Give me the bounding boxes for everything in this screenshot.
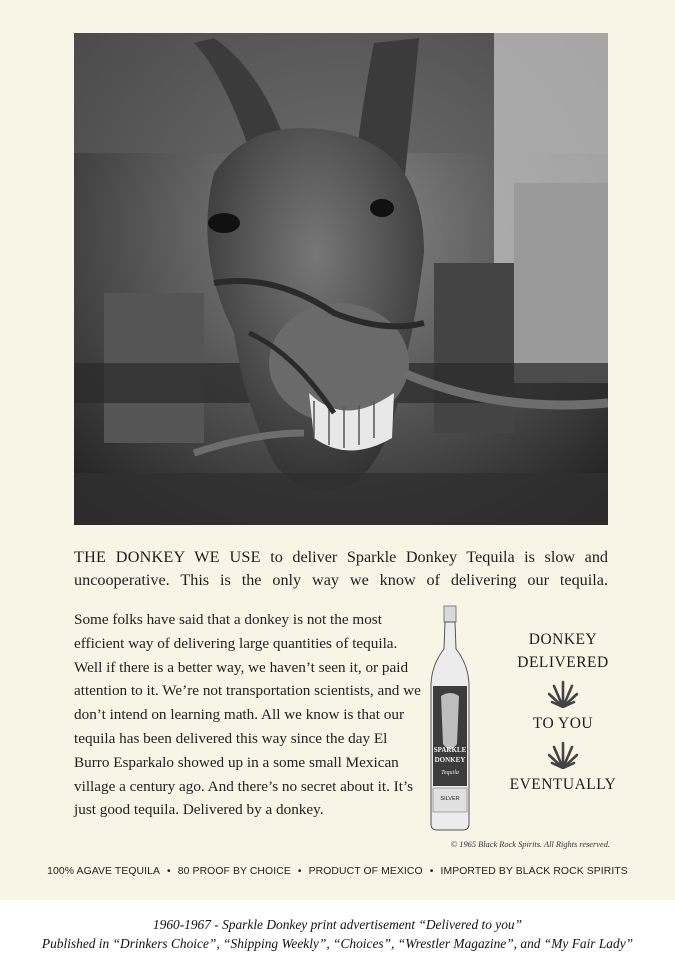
headline-rest: to deliver Sparkle Donkey Tequila is slow and uncooperative. This is the only way we know of delivering our tequila. <box>74 548 609 589</box>
bullet-icon: • <box>297 866 302 877</box>
body-copy: Some folks have said that a donkey is not the most efficient way of delivering large quantities of tequila. Well if there is a better way, we haven’t seen it, or paid attention to it. We’re not transportation scientists, and we don’t intend on learning math. All we know is that our tequila has been delivered this way since the day El Burro Esparkalo showed up in a some small Mexican village a century ago. And there’s no secret about it. It’s just good tequila. Delivered by a donkey. <box>74 611 421 819</box>
tagline-donkey: DONKEY <box>528 631 598 648</box>
bottle-brand-line1: SPARKLE <box>433 746 467 754</box>
tagline-eventually: EVENTUALLY <box>509 776 617 793</box>
agave-icon <box>548 680 578 708</box>
bullet-icon: • <box>167 866 171 877</box>
caption-line1: 1960-1967 - Sparkle Donkey print advertisement “Delivered to you” <box>152 917 523 932</box>
footer-item: IMPORTED BY BLACK ROCK SPIRITS <box>440 866 628 877</box>
donkey-photo <box>74 33 608 525</box>
bottle-variant: SILVER <box>440 796 460 802</box>
bullet-icon: • <box>429 866 434 877</box>
headline-lead: THE DONKEY WE USE <box>74 548 261 566</box>
footer-item: 100% AGAVE TEQUILA <box>47 866 161 877</box>
tagline <box>500 628 626 796</box>
caption <box>0 915 675 953</box>
bottle-brand-line2: DONKEY <box>434 756 466 764</box>
caption-line2: Published in “Drinkers Choice”, “Shipping Weekly”, “Choices”, “Wrestler Magazine”, and “My Fair Lady” <box>41 936 634 951</box>
copyright-notice: © 1965 Black Rock Spirits. All Rights reserved. <box>450 840 610 849</box>
bottle-product: Tequila <box>441 770 459 776</box>
tequila-bottle <box>428 604 472 832</box>
footer-item: 80 PROOF BY CHOICE <box>177 866 291 877</box>
footer-strip <box>0 866 675 877</box>
footer-item: PRODUCT OF MEXICO <box>308 866 423 877</box>
agave-icon <box>548 741 578 769</box>
tagline-delivered: DELIVERED <box>517 654 609 671</box>
tagline-to-you: TO YOU <box>532 715 594 732</box>
headline <box>74 546 608 592</box>
